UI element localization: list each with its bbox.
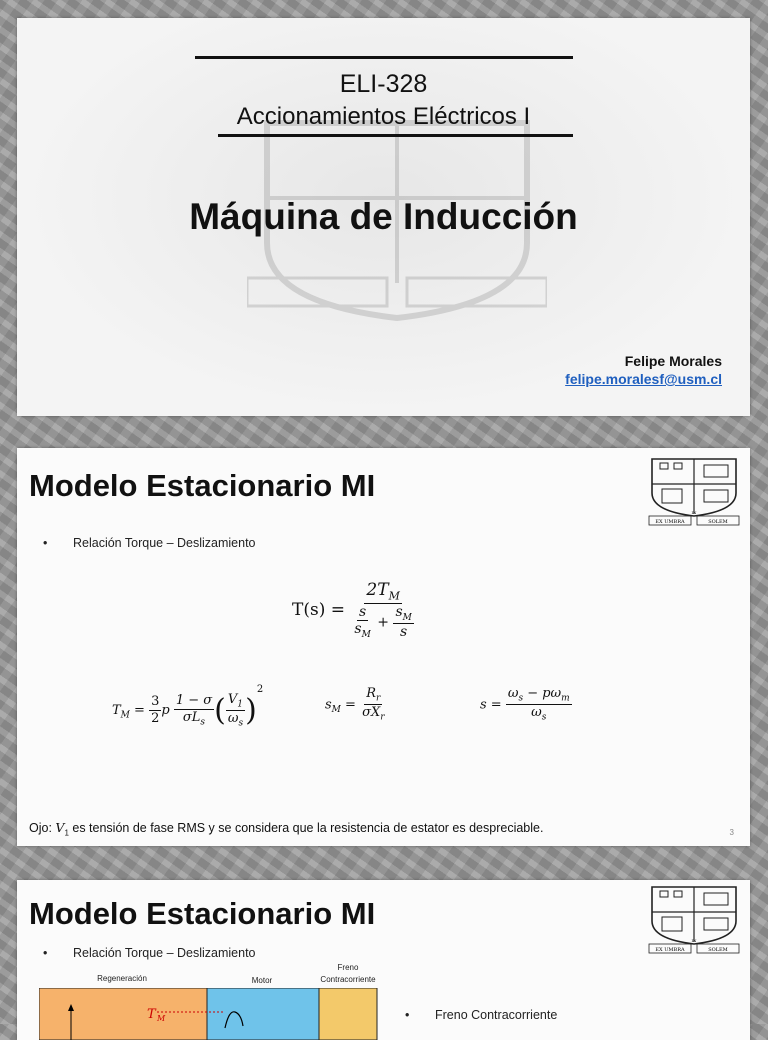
title-slide (17, 18, 750, 416)
slide-title: Modelo Estacionario MI (29, 468, 376, 503)
bullet-dot: • (43, 536, 48, 550)
motor-region (207, 988, 319, 1040)
university-crest-logo (648, 884, 740, 954)
crest-motto-right: SOLEM (708, 519, 728, 525)
crest-motto-mid: IN (691, 510, 697, 515)
torque-slip-slide (17, 880, 750, 1040)
university-crest-logo (648, 456, 740, 526)
crest-motto-mid: IN (691, 938, 697, 943)
author-email-link[interactable]: felipe.moralesf@usm.cl (565, 371, 722, 387)
freno-region (319, 988, 377, 1040)
crest-motto-left: EX UMBRA (655, 947, 685, 953)
bullet-text: Relación Torque – Deslizamiento (73, 536, 256, 550)
crest-motto-right: SOLEM (708, 947, 728, 953)
bullet-dot: • (43, 946, 48, 960)
bullet-dot: • (405, 1008, 410, 1022)
tm-equation: $T_M$ = $\frac{3}{2}$ p $\frac{1 - \sigma}{\sigma L_s}$ ( $\frac{V_1}{\omega_s}$ )$^2$ (112, 684, 264, 729)
bullet-item (43, 946, 256, 960)
tm-label: T (147, 1007, 156, 1022)
region-label-freno: Freno Contracorriente (320, 963, 376, 984)
slide-title: Máquina de Inducción (189, 196, 578, 237)
eq-lhs: T(s) = (292, 599, 345, 620)
slip-equation: s = $\frac{\omega_s - p\omega_m}{\omega_s}$ (480, 686, 570, 723)
model-slide (17, 448, 750, 846)
side-bullet-text: Freno Contracorriente (435, 1008, 558, 1022)
slide-title: Modelo Estacionario MI (29, 896, 376, 931)
course-code: ELI-328 (339, 70, 428, 98)
author-name: Felipe Morales (624, 353, 722, 369)
bullet-item (43, 536, 256, 550)
footnote: Ojo: $V_1$ es tensión de fase RMS y se considera que la resistencia de estator es despreciable. (29, 820, 544, 838)
tm-label-sub: M (157, 1014, 166, 1023)
bullet-text: Relación Torque – Deslizamiento (73, 946, 256, 960)
region-label-motor: Motor (251, 976, 273, 985)
torque-equation: T(s) = $2T_M$ $\frac{s}{s_M}$ + $\frac{s_M}{s}$ (292, 580, 412, 641)
regen-region (39, 988, 207, 1040)
page-number: 3 (729, 828, 734, 837)
top-rule (195, 56, 573, 59)
torque-slip-diagram (39, 988, 379, 1040)
region-label-regen: Regeneración (97, 974, 147, 983)
sm-equation: $s_M$ = $\frac{R_r}{\sigma X_r}$ (325, 686, 385, 723)
crest-motto-left: EX UMBRA (655, 519, 685, 525)
bottom-rule (218, 134, 573, 137)
course-name: Accionamientos Eléctricos I (236, 103, 531, 130)
side-bullet (405, 1008, 557, 1022)
